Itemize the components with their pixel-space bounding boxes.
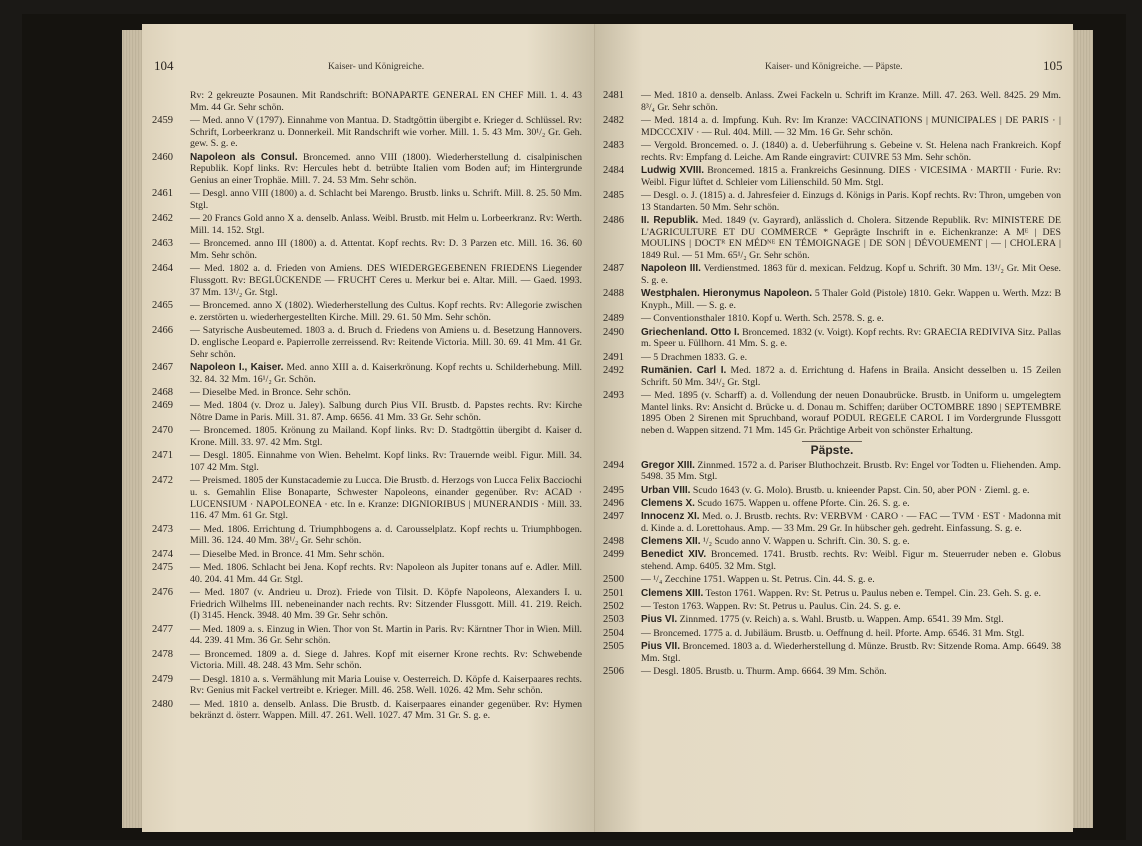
entry-description: — Vergold. Broncemed. o. J. (1840) a. d. Ueberführung s. Gebeine v. St. Helena nach Frankreich. Kopf rechts. Rv: Empfang d. Leiche. Am Rande eingravirt: CUIVRE 53 Mm. Sehr schön. — [641, 140, 1061, 163]
catalog-entry — [152, 400, 582, 423]
entry-number: 2477 — [152, 623, 173, 635]
entry-heading: Clemens XIII. — [641, 587, 704, 599]
entry-heading: Urban VIII. — [641, 484, 691, 496]
catalog-entry — [152, 699, 582, 722]
entry-description: — Med. 1809 a. s. Einzug in Wien. Thor von St. Martin in Paris. Rv: Kärntner Thor in Wien. Mill. 44. 239. 41 Mm. 36 Gr. Sehr schön. — [190, 623, 582, 647]
entry-number: 2486 — [603, 215, 624, 226]
entry-description: — Desgl. o. J. (1815) a. d. Jahresfeier d. Einzugs d. Königs in Paris. Kopf rechts. Rv: Thron, umgeben von 13 Standarten. 50 Mm. Sehr schön. — [641, 190, 1061, 213]
entry-heading: Rumänien. Carl I. — [641, 365, 727, 376]
catalog-entry — [603, 549, 1061, 572]
entry-number: 2464 — [152, 263, 173, 275]
entry-heading: Clemens X. — [641, 497, 695, 509]
catalog-entry — [152, 674, 582, 697]
page-edge-left — [122, 30, 142, 828]
entry-number: 2496 — [603, 497, 624, 509]
entry-heading: II. Republik. — [641, 215, 699, 226]
entry-number: 2493 — [603, 390, 624, 401]
entry-description: Zinnmed. 1775 (v. Reich) a. s. Wahl. Brustb. u. Wappen. Amp. 6541. 39 Mm. Stgl. — [677, 614, 1004, 626]
entry-description: — Med. 1810 a. denselb. Anlass. Die Brustb. d. Kaiserpaares einander gegenüber. Rv: Hymen bekränzt d. österr. Wappen. Mill. 47. 261. Well. 1027. 47 Mm. 31 Gr. S. g. e. — [190, 698, 582, 722]
entry-description: — Med. anno V (1797). Einnahme von Mantua. D. Stadtgöttin übergibt e. Krieger d. Schlüssel. Rv: Schrift, Lorbeerkranz u. Donnerkeil. Mit Randschrift wie vorher. Mill. 1. 5. 43 Mm. 30¹/₂ Gr. Geh. gew. S. g. e. — [190, 115, 582, 150]
entry-description: Scudo 1643 (v. G. Molo). Brustb. u. knieender Papst. Cin. 50, aber PON · Zieml. g. e. — [690, 484, 1030, 496]
entry-description: — Med. 1804 (v. Droz u. Jaley). Salbung durch Pius VII. Brustb. d. Papstes rechts. Rv: Kirche Nôtre Dame in Paris. Mill. 31. 87. Amp. 6656. 41 Mm. 33 Gr. Sehr schön. — [190, 400, 582, 423]
page-number-right: 105 — [1043, 58, 1063, 73]
catalog-entry — [152, 624, 582, 647]
catalog-entry — [152, 387, 582, 399]
catalog-entry — [152, 263, 582, 298]
catalog-entry — [152, 524, 582, 547]
catalog-entry — [152, 649, 582, 672]
entry-number: 2467 — [152, 361, 173, 373]
entry-description: — Preismed. 1805 der Kunstacademie zu Lucca. Die Brustb. d. Herzogs von Lucca Felix Bacciochi u. s. Gemahlin Elise Bonaparte, Schwester Napoleons, einander gegenüber. Rv: ACAD · LUCENSIUM · NAPOLEONEA · etc. In e. Kranze: DIGNIORIBUS | MUNERANDIS · Mill. 33. 116. 47 Mm. 61 Gr. Stgl. — [190, 475, 582, 522]
entry-description: — Desgl. 1810 a. s. Vermählung mit Maria Louise v. Oesterreich. D. Köpfe d. Kaiserpaares rechts. Rv: Genius mit Fackel vertreibt e. Krieger. Mill. 46. 258. Well. 1026. 42 Mm. Sehr schön. — [190, 673, 582, 697]
entry-heading: Pius VII. — [641, 640, 680, 652]
catalog-entry — [603, 485, 1061, 497]
catalog-entry — [152, 300, 582, 323]
entry-description: Med. 1849 (v. Gayrard), anlässlich d. Cholera. Sitzende Republik. Rv: MINISTERE DE L'AGRICULTURE ET DU COMMERCE * Geprägte Inschrift in e. Eichenkranze: A Mᴱ | DES MOULINS | DOCTᴿ EN MÉDᴺᴱ EN TÉMOIGNAGE | DE SON | DÉVOUEMENT | — | CHOLERA | 1849 Rul. — 51 Mm. 65¹/₂ Gr. Sehr schön. — [641, 215, 1061, 262]
catalog-entry — [603, 263, 1061, 286]
entry-number: 2470 — [152, 425, 173, 437]
entry-heading: Gregor XIII. — [641, 459, 695, 471]
entry-number: 2472 — [152, 475, 173, 487]
entry-number: 2465 — [152, 300, 173, 312]
entry-number: 2487 — [603, 263, 624, 275]
entry-number: 2478 — [152, 648, 173, 660]
catalog-entry — [603, 390, 1061, 437]
catalog-entry — [603, 313, 1061, 325]
catalog-entry — [603, 498, 1061, 510]
entry-description: — Med. 1814 a. d. Impfung. Kuh. Rv: Im Kranze: VACCINATIONS | MUNICIPALES | DE PARIS · | MDCCCXIV · — Rul. 404. Mill. — 32 Mm. 16 Gr. Sehr schön. — [641, 115, 1061, 138]
catalog-entry — [152, 188, 582, 211]
catalog-entry — [152, 549, 582, 561]
entry-number: 2485 — [603, 190, 624, 201]
entry-number: 2473 — [152, 523, 173, 535]
entry-number: 2492 — [603, 365, 624, 376]
entry-number: 2497 — [603, 511, 624, 523]
entry-number: 2504 — [603, 627, 624, 639]
catalog-entry — [603, 190, 1061, 213]
entry-number: 2481 — [603, 90, 624, 101]
entry-number: 2462 — [152, 213, 173, 225]
entry-number: 2498 — [603, 536, 624, 548]
entry-number: 2479 — [152, 673, 173, 685]
entry-description: Teston 1761. Wappen. Rv: St. Petrus u. Paulus neben e. Tempel. Cin. 23. Geh. S. g. e. — [703, 587, 1041, 599]
entry-heading: Ludwig XVIII. — [641, 165, 705, 176]
entry-number: 2471 — [152, 450, 173, 462]
entry-description: — Desgl. 1805. Brustb. u. Thurm. Amp. 6664. 39 Mm. Schön. — [641, 665, 887, 677]
entry-description: — Med. 1806. Schlacht bei Jena. Kopf rechts. Rv: Napoleon als Jupiter tonans auf e. Adler. Mill. 40. 204. 41 Mm. 44 Gr. Stgl. — [190, 561, 582, 585]
entry-description: 5 Thaler Gold (Pistole) 1810. Gekr. Wappen u. Werth. Mzz: B Knyph., Mill. — S. g. e. — [641, 288, 1061, 312]
entry-number: 2476 — [152, 586, 173, 598]
entry-heading: Benedict XIV. — [641, 549, 707, 561]
catalog-entry — [152, 115, 582, 150]
entry-description: Broncemed. 1815 a. Frankreichs Gesinnung. DIES · VICESIMA · MARTII · Furie. Rv: Weibl. Figur lüftet d. Schleier vom Lilienschild. 50 Mm. Stgl. — [641, 165, 1061, 188]
section-title: Päpste. — [810, 442, 854, 457]
right-entry-list — [603, 90, 1061, 679]
entry-number: 2499 — [603, 549, 624, 561]
entry-description: — Conventionsthaler 1810. Kopf u. Werth. Sch. 2578. S. g. e. — [641, 313, 884, 325]
catalog-entry — [603, 215, 1061, 262]
catalog-entry — [152, 325, 582, 360]
entry-heading: Clemens XII. — [641, 536, 701, 548]
entry-description: — Broncemed. anno III (1800) a. d. Attentat. Kopf rechts. Rv: D. 3 Parzen etc. Mill. 16. 36. 60 Mm. Sehr schön. — [190, 238, 582, 262]
entry-number: 2468 — [152, 386, 173, 398]
entry-description: — Med. 1802 a. d. Frieden von Amiens. DES WIEDERGEGEBENEN FRIEDENS Liegender Flussgott. Rv: BEGLÜCKENDE — FRUCHT Ceres u. Merkur bei e. Altar. Mill. — Gaed. 1993. 37 Mm. 13¹/₂ Gr. Stgl. — [190, 263, 582, 298]
entry-number: 2466 — [152, 325, 173, 337]
entry-description: Broncemed. anno VIII (1800). Wiederherstellung d. cisalpinischen Republik. Kopf links. Rv: Hercules hebt d. betrübte Italien vom Boden auf; im Hintergrunde Genius an einer Trophäe. Mill. 7. 24. 53 Mm. Sehr schön. — [190, 151, 583, 187]
entry-description: — Desgl. 1805. Einnahme von Wien. Behelmt. Kopf links. Rv: Trauernde weibl. Figur. Mill. 34. 107 42 Mm. Stgl. — [190, 450, 582, 473]
entry-description: — Teston 1763. Wappen. Rv: St. Petrus u. Paulus. Cin. 24. S. g. e. — [641, 601, 901, 612]
entry-description: Broncemed. 1803 a. d. Wiederherstellung d. Münze. Brustb. Rv: Sitzende Roma. Amp. 6649. 38 Mm. Stgl. — [641, 640, 1061, 664]
entry-description: — Desgl. anno VIII (1800) a. d. Schlacht bei Marengo. Brustb. links u. Schrift. Mill. 8. 25. 50 Mm. Stgl. — [190, 188, 582, 212]
entry-description: — Broncemed. 1805. Krönung zu Mailand. Kopf links. Rv: D. Stadtgöttin übergibt d. Kaiser d. Krone. Mill. 33. 97. 42 Mm. Stgl. — [190, 425, 582, 448]
entry-number: 2483 — [603, 140, 624, 151]
page-number-left: 104 — [154, 58, 174, 73]
catalog-entry — [603, 574, 1061, 586]
catalog-entry — [603, 588, 1061, 600]
entry-description: Med. 1872 a. d. Errichtung d. Hafens in Braila. Ansicht desselben u. 15 Zeilen Schrift. 50 Mm. 34¹/₂ Gr. Stgl. — [641, 365, 1062, 388]
entry-heading: Westphalen. Hieronymus Napoleon. — [641, 288, 813, 300]
entry-description: Zinnmed. 1572 a. d. Pariser Bluthochzeit. Brustb. Rv: Engel vor Todten u. Fliehenden. Amp. 5498. 35 Mm. Stgl. — [641, 459, 1061, 483]
catalog-entry — [603, 511, 1061, 534]
entry-description: Broncemed. 1741. Brustb. rechts. Rv: Weibl. Figur m. Steuerruder neben e. Globus stehend. Amp. 6405. 32 Mm. Stgl. — [641, 549, 1061, 573]
catalog-entry — [603, 288, 1061, 311]
entry-description: — 5 Drachmen 1833. G. e. — [641, 351, 748, 363]
catalog-entry — [152, 475, 582, 522]
entry-number: 2475 — [152, 561, 173, 573]
entry-number: 2506 — [603, 665, 624, 677]
entry-description: — Broncemed. 1809 a. d. Siege d. Jahres. Kopf mit eiserner Krone rechts. Rv: Schwebende Victoria. Mill. 48. 248. 43 Mm. Sehr schön. — [190, 648, 582, 672]
entry-heading: Napoleon III. — [641, 263, 701, 275]
entry-description: — Med. 1806. Errichtung d. Triumphbogens a. d. Carousselplatz. Kopf rechts u. Triumphbogen. Mill. 36. 124. 40 Mm. 38¹/₂ Gr. Sehr schön. — [190, 523, 582, 547]
catalog-entry — [603, 628, 1061, 640]
entry-number: 2491 — [603, 351, 624, 363]
entry-number: 2500 — [603, 574, 624, 586]
entry-description: — Broncemed. 1775 a. d. Jubiläum. Brustb. u. Oeffnung d. heil. Pforte. Amp. 6546. 31 Mm. Stgl. — [641, 627, 1025, 639]
catalog-entry — [603, 536, 1061, 548]
catalog-entry — [152, 152, 582, 187]
catalog-entry — [152, 362, 582, 385]
section-divider — [802, 441, 862, 442]
entry-number: 2461 — [152, 188, 173, 200]
entry-heading: Griechenland. Otto I. — [641, 326, 740, 338]
catalog-entry — [603, 90, 1061, 113]
entry-description: — Dieselbe Med. in Bronce. Sehr schön. — [190, 386, 351, 398]
entry-number: 2503 — [603, 614, 624, 626]
entry-description: ¹/₂ Scudo anno V. Wappen u. Schrift. Cin. 30. S. g. e. — [700, 536, 910, 548]
continuation-text: Rv: 2 gekreuzte Posaunen. Mit Randschrift: BONAPARTE GENERAL EN CHEF Mill. 1. 4. 43 Mm. 44 Gr. Sehr schön. — [190, 90, 582, 113]
right-page — [595, 24, 1073, 832]
catalog-entry — [152, 238, 582, 261]
entry-description: — Med. 1810 a. denselb. Anlass. Zwei Fackeln u. Schrift im Kranze. Mill. 47. 263. Well. 8425. 29 Mm. 8³/₄ Gr. Sehr schön. — [641, 90, 1061, 113]
page-edge-right — [1073, 30, 1093, 828]
left-page — [142, 24, 595, 832]
entry-number: 2490 — [603, 326, 624, 338]
entry-number: 2469 — [152, 400, 173, 412]
entry-description: Broncemed. 1832 (v. Voigt). Kopf rechts. Rv: GRAECIA REDIVIVA Sitz. Pallas m. Speer u. Füllhorn. 41 Mm. S. g. e. — [641, 326, 1061, 350]
entry-number: 2474 — [152, 548, 173, 560]
entry-heading: Pius VI. — [641, 614, 678, 626]
running-head-right: Kaiser- und Königreiche. — Päpste. — [765, 62, 903, 72]
entry-number: 2482 — [603, 115, 624, 126]
entry-description: — Satyrische Ausbeutemed. 1803 a. d. Bruch d. Friedens von Amiens u. d. Besetzung Hannovers. D. englische Leopard e. Papierrolle zerreissend. Rv: Reitende Victoria. Mill. 30. 69. 41 Mm. 41 Gr. Sehr schön. — [190, 325, 582, 360]
catalog-entry — [152, 425, 582, 448]
left-entry-list — [152, 90, 582, 724]
catalog-entry — [603, 641, 1061, 664]
entry-description: Med. o. J. Brustb. rechts. Rv: VERBVM · CARO · — FAC — TVM · EST · Madonna mit d. Kinde a. d. Lorettohaus. Amp. — 33 Mm. 29 Gr. In hübscher geh. gedreht. Einfassung. S. g. e. — [641, 511, 1061, 534]
entry-description: — ¹/₄ Zecchine 1751. Wappen u. St. Petrus. Cin. 44. S. g. e. — [641, 574, 875, 586]
catalog-entry — [603, 601, 1061, 613]
entry-number: 2494 — [603, 459, 624, 471]
entry-number: 2484 — [603, 165, 624, 176]
catalog-entry — [603, 327, 1061, 350]
entry-number: 2495 — [603, 484, 624, 496]
catalog-entry — [603, 165, 1061, 188]
entry-heading: Napoleon I., Kaiser. — [190, 361, 284, 373]
entry-description: — Med. 1895 (v. Scharff) a. d. Vollendung der neuen Donaubrücke. Brustb. in Uniform u. umgelegtem Mantel links. Rv: Ansicht d. Brücke u. d. Donau m. Schiffen; darüber OCTOMBRE 1890 | SEPTEMBRE 1895 Oben 2 Sirenen mit Spruchband, worauf PODUL REGELE CAROL I im Vordergrunde Flussgott neben d. Wappen sitzend. 71 Mm. 145 Gr. Prächtige Arbeit von schönster Erhaltung. — [641, 390, 1061, 437]
entry-description: — Broncemed. anno X (1802). Wiederherstellung des Cultus. Kopf rechts. Rv: Allegorie zwischen e. zerstörten u. wiederhergestellten Kirche. Mill. 29. 61. 50 Mm. Sehr schön. — [190, 300, 582, 323]
entry-number: 2480 — [152, 698, 173, 710]
entry-number: 2501 — [603, 587, 624, 599]
entry-heading: Innocenz XI. — [641, 511, 700, 523]
catalog-entry — [603, 614, 1061, 626]
entry-number: 2489 — [603, 313, 624, 325]
entry-description: — Dieselbe Med. in Bronce. 41 Mm. Sehr schön. — [190, 548, 385, 560]
entry-number: 2505 — [603, 640, 624, 652]
running-head-left: Kaiser- und Königreiche. — [328, 62, 425, 72]
entry-number: 2488 — [603, 288, 624, 300]
entry-number: 2463 — [152, 238, 173, 250]
entry-number: 2460 — [152, 151, 173, 163]
catalog-entry — [603, 460, 1061, 483]
entry-description: Med. anno XIII a. d. Kaiserkrönung. Kopf rechts u. Schilderhebung. Mill. 32. 84. 32 Mm. 16¹/₂ Gr. Schön. — [190, 361, 582, 385]
catalog-entry — [152, 213, 582, 236]
catalog-entry — [603, 352, 1061, 364]
entry-number: 2502 — [603, 601, 624, 612]
entry-description: — Med. 1807 (v. Andrieu u. Droz). Friede von Tilsit. D. Köpfe Napoleons, Alexanders I. u. Friedrich Wilhelms III. nebeneinander nach rechts. Rv: Sitzender Flussgott. Mill. 41. 219. Reich. (I) 3145. Henck. 3948. 40 Mm. 39 Gr. Sehr schön. — [190, 586, 582, 622]
catalog-entry — [603, 365, 1061, 388]
catalog-entry — [152, 562, 582, 585]
catalog-entry — [603, 140, 1061, 163]
entry-description: — 20 Francs Gold anno X a. denselb. Anlass. Weibl. Brustb. mit Helm u. Lorbeerkranz. Rv: Werth. Mill. 14. 152. Stgl. — [190, 213, 582, 237]
entry-description: Scudo 1675. Wappen u. offene Pforte. Cin. 26. S. g. e. — [694, 497, 910, 509]
book-spread — [22, 14, 1126, 840]
entry-heading: Napoleon als Consul. — [190, 151, 298, 163]
catalog-entry — [152, 587, 582, 622]
catalog-entry — [603, 666, 1061, 678]
catalog-entry — [603, 115, 1061, 138]
entry-description: Verdienstmed. 1863 für d. mexican. Feldzug. Kopf u. Schrift. 30 Mm. 13¹/₂ Gr. Mit Oese. S. g. e. — [641, 263, 1061, 287]
catalog-entry — [152, 450, 582, 473]
entry-number: 2459 — [152, 115, 173, 126]
